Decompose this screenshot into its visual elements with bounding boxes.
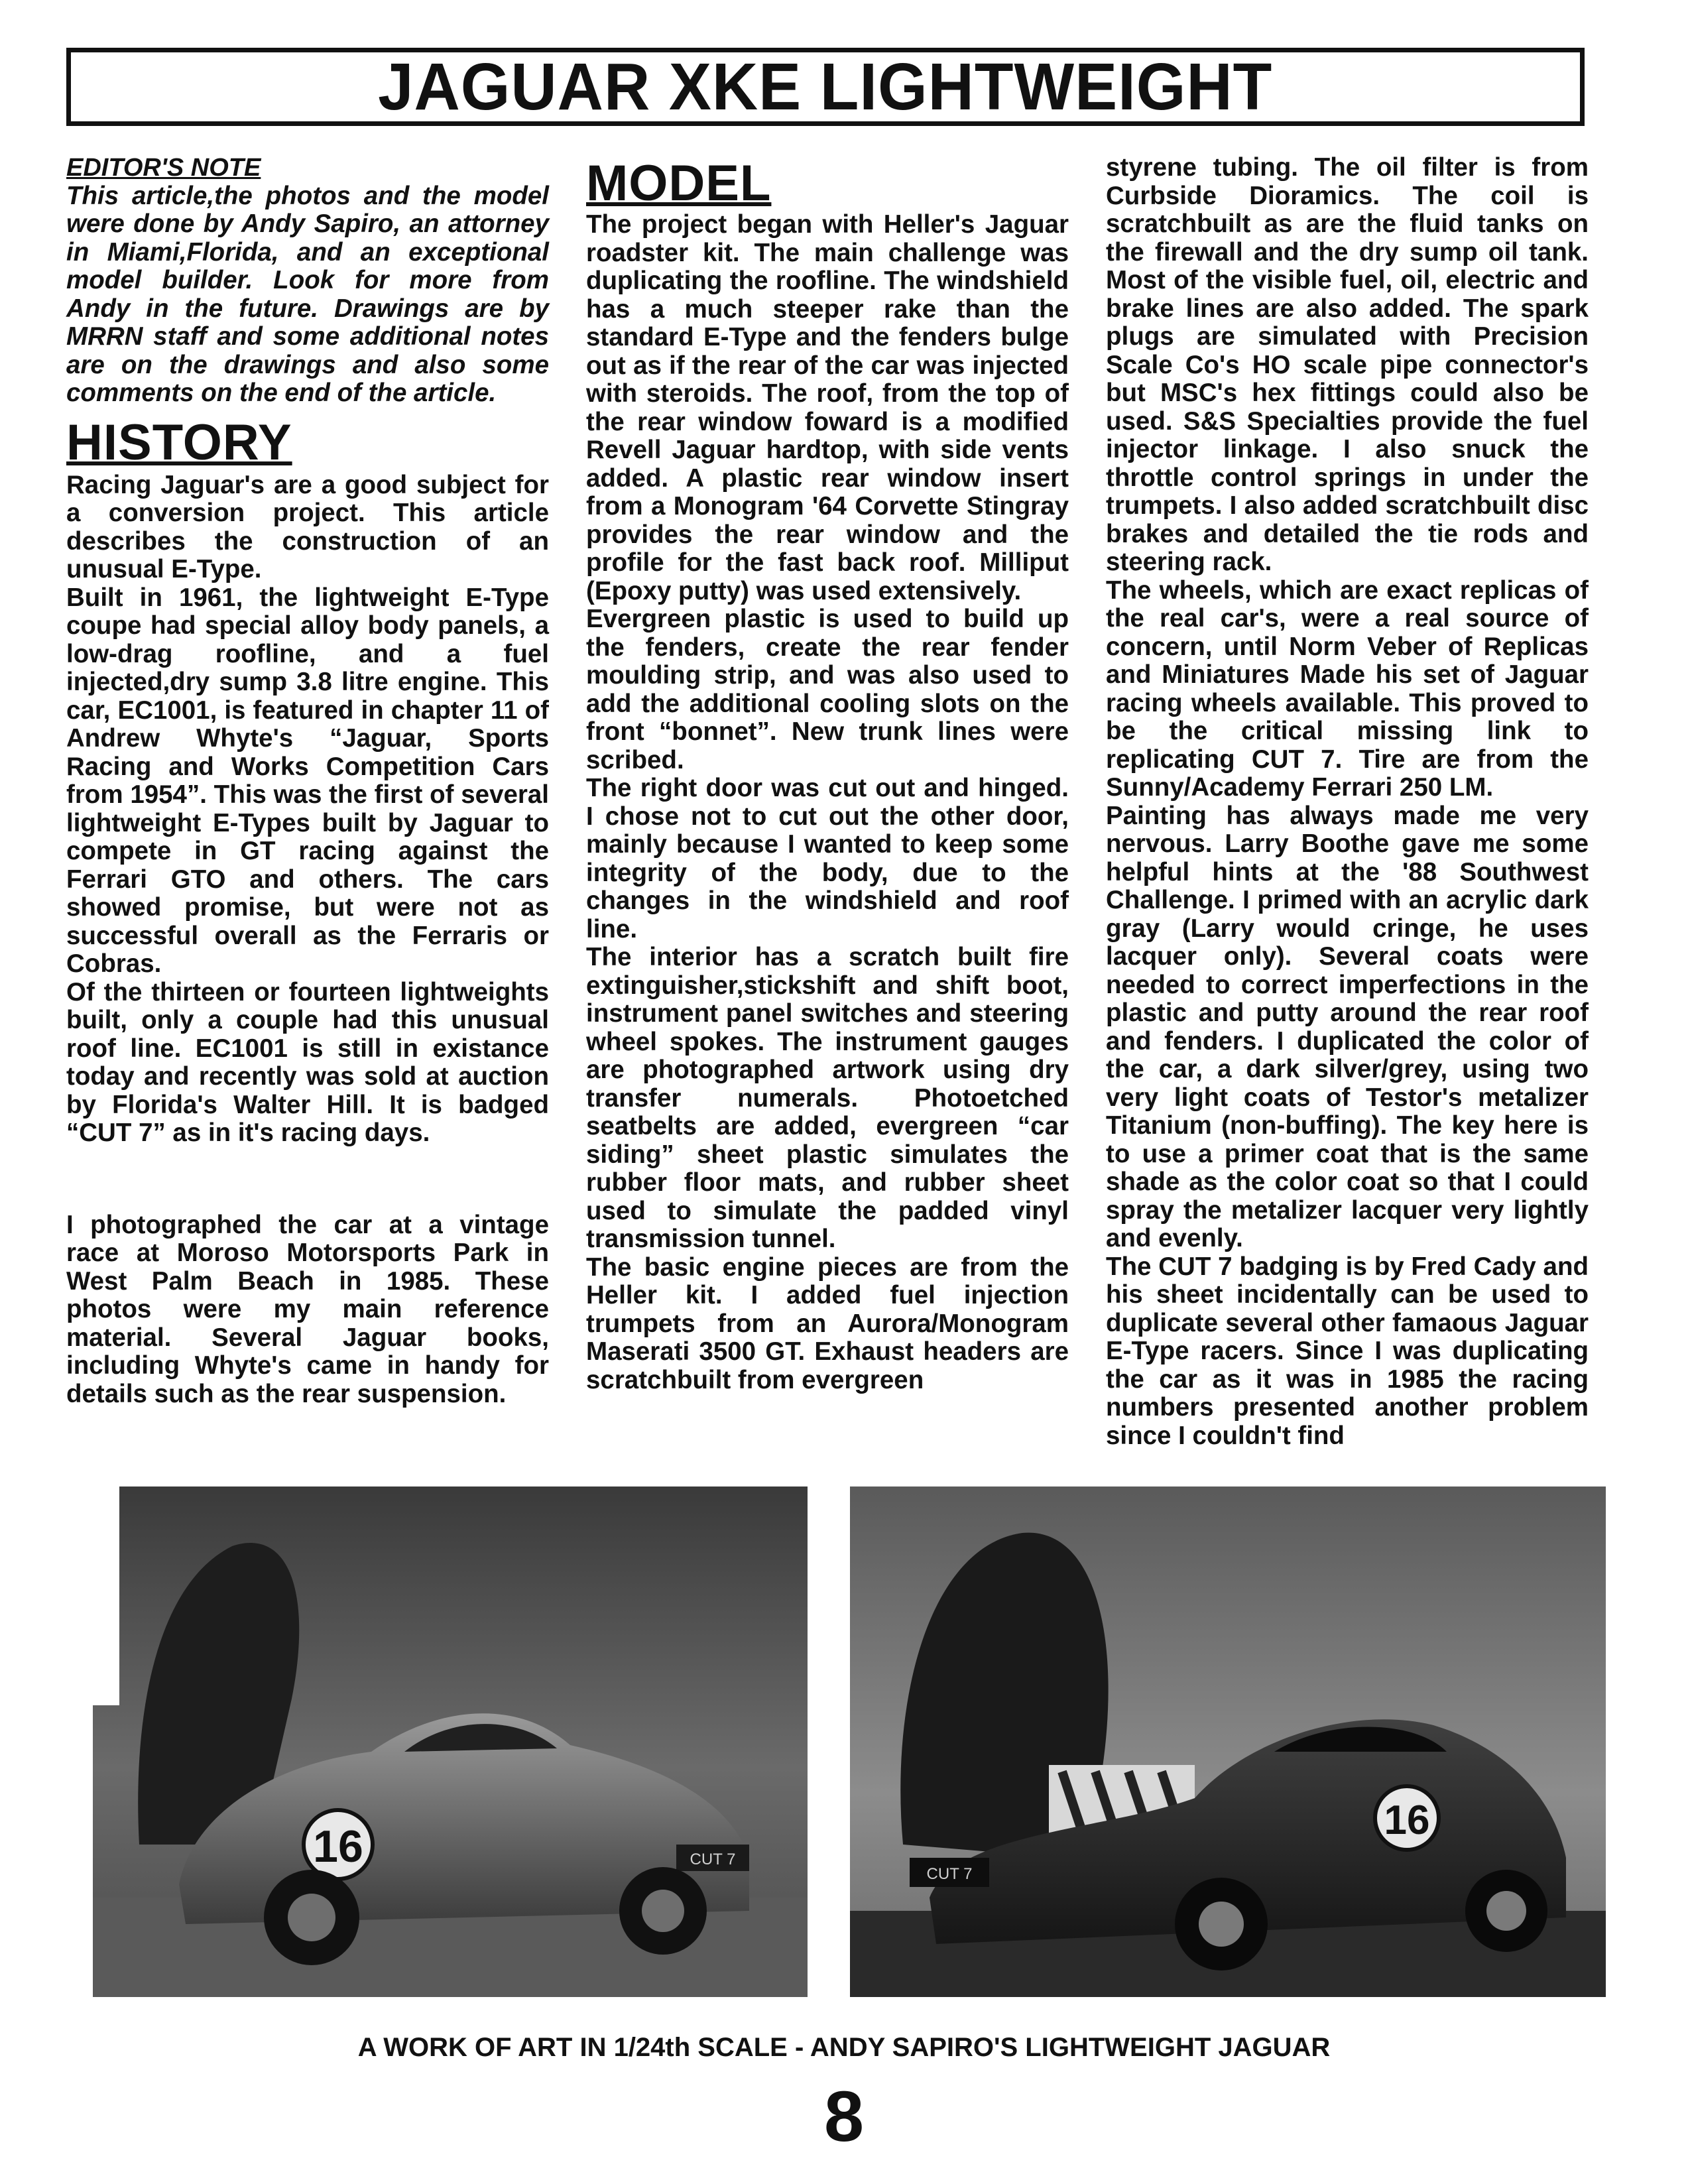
- history-paragraph: Of the thirteen or fourteen lightweights built, only a couple had this unusual roof line. EC1001 is still in existance today and recently was sold at auction by Florida's Walter Hill. It is badged “CUT 7” as in it's racing days.: [66, 977, 549, 1147]
- column-1: [66, 154, 549, 1408]
- model-paragraph: The interior has a scratch built fire extinguisher,stickshift and shift boot, instrument panel switches and steering wheel spokes. The instrument gauges are photographed artwork using dry transfer numerals. Photoetched seatbelts are added, evergreen “car siding” sheet plastic simulates the rubber floor mats, and rubber sheet used to simulate the padded vinyl transmission tunnel.: [586, 943, 1069, 1253]
- photo-caption: A WORK OF ART IN 1/24th SCALE - ANDY SAPIRO'S LIGHTWEIGHT JAGUAR: [357, 2033, 1331, 2062]
- model-paragraph: Evergreen plastic is used to build up the fenders, create the rear fender moulding strip, and was also used to add the additional cooling slots on the front “bonnet”. New trunk lines were scribed.: [586, 605, 1069, 774]
- continued-paragraph: styrene tubing. The oil filter is from Curbside Dioramics. The coil is scratchbuilt as are the fluid tanks on the firewall and the dry sump oil tank. Most of the visible fuel, oil, electric and brake lines are also added. The spark plugs are simulated with Precision Scale Co's HO scale pipe connector's but MSC's hex fittings could also be used. S&S Specialties provide the fuel injector linkage. I also snuck the throttle control springs in under the trumpets. I also added scratchbuilt disc brakes and detailed the tie rods and steering rack.: [1106, 153, 1589, 576]
- plate-right: CUT 7: [926, 1865, 973, 1883]
- paragraph-gap: [66, 1148, 549, 1211]
- car-illustration-right: [850, 1486, 1606, 1997]
- model-paragraph: The right door was cut out and hinged. I chose not to cut out the other door, mainly because I wanted to keep some integrity of the body, due to the changes in the windshield and roof line.: [586, 774, 1069, 943]
- continued-paragraph: The wheels, which are exact replicas of the real car's, were a real source of concern, until Norm Veber of Replicas and Miniatures Made his set of Jaguar racing wheels available. This proved to be the critical missing link to replicating CUT 7. Tire are from the Sunny/Academy Ferrari 250 LM.: [1106, 576, 1589, 802]
- photo-right-model-car: [850, 1486, 1606, 1997]
- model-paragraph: The project began with Heller's Jaguar roadster kit. The main challenge was duplicating the roofline. The windshield has a much steeper rake than the standard E-Type and the fenders bulge out as if the rear of the car was injected with steroids. The roof, from the top of the rear window foward is a modified Revell Jaguar hardtop, with side vents added. A plastic rear window insert from a Monogram '64 Corvette Stingray provides the rear window and the profile for the fast back roof. Milliput (Epoxy putty) was used extensively.: [586, 210, 1069, 605]
- racing-number-left: 16: [313, 1821, 363, 1872]
- car-illustration-left: [93, 1486, 808, 1997]
- column-3: [1106, 154, 1589, 1450]
- editors-note-text: This article,the photos and the model were done by Andy Sapiro, an attorney in Miami,Florida, and an exceptional model builder. Look for more from Andy in the future. Drawings are by MRRN staff and some additional notes are on the drawings and also some comments on the end of the article.: [66, 181, 549, 407]
- history-paragraph: Built in 1961, the lightweight E-Type coupe had special alloy body panels, a low-drag roofline, and a fuel injected,dry sump 3.8 litre engine. This car, EC1001, is featured in chapter 11 of Andrew Whyte's “Jaguar, Sports Racing and Works Competition Cars from 1954”. This was the first of several lightweight E-Types built by Jaguar to compete in GT racing against the Ferrari GTO and others. The cars showed promise, but were not as successful overall as the Ferraris or Cobras.: [66, 583, 549, 978]
- plate-left: CUT 7: [690, 1850, 736, 1868]
- history-heading: HISTORY: [66, 414, 292, 471]
- editors-note-heading: EDITOR'S NOTE: [66, 154, 261, 182]
- racing-number-right: 16: [1384, 1797, 1430, 1843]
- continued-paragraph: Painting has always made me very nervous. Larry Boothe gave me some helpful hints at the '88 Southwest Challenge. I primed with an acrylic dark gray (Larry would cringe, he uses lacquer only). Several coats were needed to correct imperfections in the plastic and putty around the rear roof and fenders. I duplicated the color of the car, a dark silver/grey, using two very light coats of Testor's metalizer Titanium (non-buffing). The key here is to use a primer coat that is the same shade as the color coat so that I could spray the metalizer lacquer very lightly and evenly.: [1106, 801, 1589, 1252]
- title-box: [66, 48, 1585, 126]
- history-paragraph: I photographed the car at a vintage race at Moroso Motorsports Park in West Palm Beach in 1985. These photos were my main reference material. Several Jaguar books, including Whyte's came in handy for details such as the rear suspension.: [66, 1210, 549, 1408]
- photo-left-model-car: [93, 1486, 808, 1997]
- model-paragraph: The basic engine pieces are from the Heller kit. I added fuel injection trumpets from an Aurora/Monogram Maserati 3500 GT. Exhaust headers are scratchbuilt from evergreen: [586, 1252, 1069, 1394]
- history-paragraph: Racing Jaguar's are a good subject for a conversion project. This article describes the construction of an unusual E-Type.: [66, 470, 549, 583]
- model-heading: MODEL: [586, 155, 772, 212]
- continued-paragraph: The CUT 7 badging is by Fred Cady and his sheet incidentally can be used to duplicate several other famaous Jaguar E-Type racers. Since I was duplicating the car as it was in 1985 the racing numbers presented another problem since I couldn't find: [1106, 1252, 1589, 1450]
- page-title: JAGUAR XKE LIGHTWEIGHT: [378, 50, 1273, 124]
- page-number: 8: [823, 2076, 865, 2156]
- column-2: [586, 154, 1069, 1394]
